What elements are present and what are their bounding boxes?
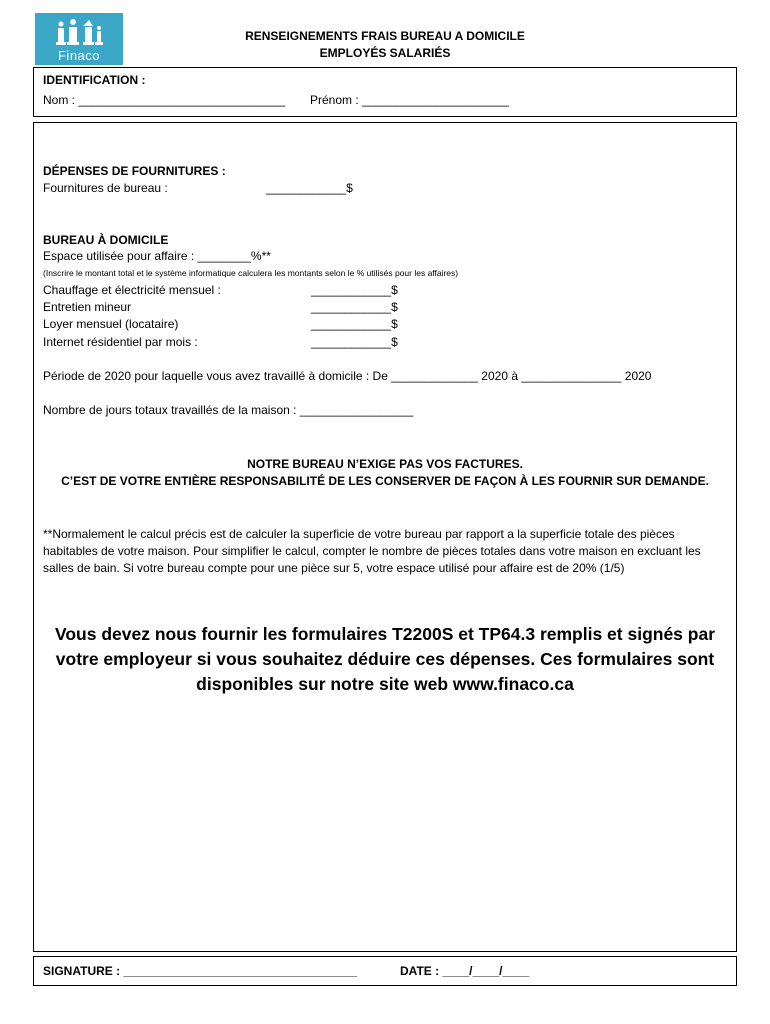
signature-field[interactable]: SIGNATURE : ___________________________________ <box>43 964 358 978</box>
bureau-note: (Inscrire le montant total et le système informatique calculera les montants selon le % utilisés pour les affaires) <box>43 268 459 278</box>
periode-field[interactable]: Période de 2020 pour laquelle vous avez travaillé à domicile : De _____________ 2020 à _______________ 2020 <box>43 369 652 383</box>
page-subtitle: EMPLOYÉS SALARIÉS <box>319 46 451 60</box>
date-field[interactable]: DATE : ____/____/____ <box>400 964 530 978</box>
chess-pieces-icon <box>55 18 103 48</box>
explanation-paragraph: **Normalement le calcul précis est de calculer la superficie de votre bureau par rapport a la superficie totale des pièces habitables de votre maison. Pour simplifier le calcul, compter le nombre de pièces totales dans votre maison en excluant les salles de bain. Si votre bureau compte pour une pièce sur 5, votre espace utilisé pour affaire est de 20% (1/5) <box>43 527 701 575</box>
loyer-field[interactable]: ____________$ <box>311 317 398 331</box>
fournitures-label: Fournitures de bureau : <box>43 181 168 195</box>
chauffage-label: Chauffage et électricité mensuel : <box>43 283 221 297</box>
internet-field[interactable]: ____________$ <box>311 335 398 349</box>
nom-field[interactable]: Nom : _______________________________ <box>43 93 286 107</box>
identification-heading: IDENTIFICATION : <box>43 73 146 87</box>
espace-field[interactable]: Espace utilisée pour affaire : ________%** <box>43 249 271 263</box>
fournitures-field[interactable]: ____________$ <box>266 181 353 195</box>
notice-line-1: NOTRE BUREAU N’EXIGE PAS VOS FACTURES. <box>247 457 523 471</box>
internet-label: Internet résidentiel par mois : <box>43 335 198 349</box>
loyer-label: Loyer mensuel (locataire) <box>43 317 179 331</box>
page-title: RENSEIGNEMENTS FRAIS BUREAU A DOMICILE <box>245 29 525 43</box>
important-line-2: votre employeur si vous souhaitez déduire ces dépenses. Ces formulaires sont <box>55 649 715 669</box>
important-line-3: disponibles sur notre site web www.finaco.ca <box>196 674 574 694</box>
bureau-heading: BUREAU À DOMICILE <box>43 233 169 247</box>
logo-text: Finaco <box>57 48 101 63</box>
chauffage-field[interactable]: ____________$ <box>311 283 398 297</box>
prenom-field[interactable]: Prénom : ______________________ <box>310 93 509 107</box>
important-line-1: Vous devez nous fournir les formulaires T2200S et TP64.3 remplis et signés par <box>54 624 716 644</box>
finaco-logo <box>35 13 123 65</box>
entretien-field[interactable]: ____________$ <box>311 300 398 314</box>
jours-field[interactable]: Nombre de jours totaux travaillés de la maison : _________________ <box>43 403 414 417</box>
fournitures-heading: DÉPENSES DE FOURNITURES : <box>43 164 226 178</box>
entretien-label: Entretien mineur <box>43 300 132 314</box>
notice-line-2: C’EST DE VOTRE ENTIÈRE RESPONSABILITÉ DE LES CONSERVER DE FAÇON À LES FOURNIR SUR DEMANDE. <box>61 474 709 488</box>
